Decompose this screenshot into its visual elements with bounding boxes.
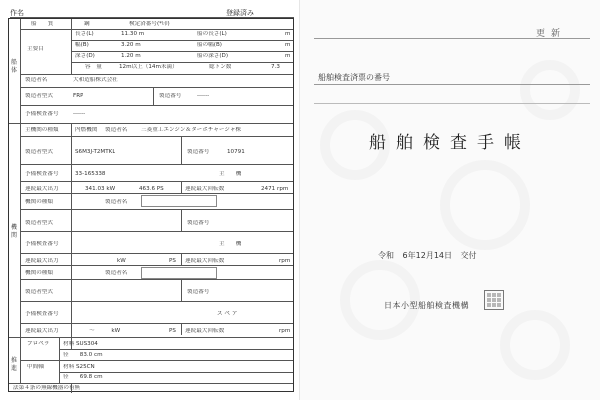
length-value: 11.30 m — [121, 31, 145, 37]
main-engine-label: 主機関の種類 — [25, 127, 59, 133]
hull-model-label: 製造者型式 — [25, 93, 53, 99]
column-divider — [71, 123, 72, 349]
breadth-label: 幅(B) — [75, 42, 89, 48]
row-divider — [20, 74, 293, 75]
hull-material-value: 鋼 — [84, 21, 90, 27]
issue-label: 交付 — [460, 251, 477, 260]
tonnage-value: 7.3 — [271, 64, 280, 70]
breadth2-label: 船の幅(B) — [197, 42, 222, 48]
cont-output-label: 連続最大出力 — [25, 186, 59, 192]
spare-model-label: 製造者型式 — [25, 289, 53, 295]
spare-role: ス ペ ア — [217, 311, 238, 317]
spare-inspection-label: 予備検査番号 — [25, 311, 59, 317]
row-divider — [20, 87, 293, 88]
issue-date — [378, 250, 483, 261]
capacity-label: 容 量 — [85, 64, 102, 70]
aux-kw-unit: kW — [117, 258, 126, 264]
right-page — [300, 0, 600, 400]
row-divider — [20, 105, 293, 106]
row-divider — [20, 209, 293, 210]
engine-model-value: S6M3J-T2MTKL — [75, 149, 116, 155]
cert-column-label: 検定済番号(*印) — [129, 21, 170, 27]
vessel-particulars-table — [8, 18, 294, 392]
row-divider — [20, 323, 293, 324]
hull-builder-label: 製造者名 — [25, 77, 48, 83]
engine-model-label: 製造者型式 — [25, 149, 53, 155]
section-divider-line — [9, 123, 293, 124]
booklet-title: 船舶検査手帳 — [369, 133, 531, 153]
row-divider — [59, 349, 293, 350]
spare-ps-unit: PS — [169, 328, 176, 334]
row-divider — [20, 164, 293, 165]
spare-maker-label: 製造者名 — [105, 270, 128, 276]
engine-maker-label: 製造者名 — [105, 127, 128, 133]
issue-era: 令和 — [378, 251, 394, 260]
breadth2-unit: m — [285, 42, 291, 48]
main-dimensions-label: 主要目 — [27, 46, 44, 52]
row-divider — [9, 383, 293, 384]
shaft-diameter: 径 69.8 cm — [63, 374, 103, 380]
aux-maker-box — [141, 195, 217, 207]
row-divider — [20, 279, 293, 280]
row-divider — [20, 193, 293, 194]
row-divider — [20, 253, 293, 254]
issuing-authority: 日本小型船舶検査機構 — [384, 301, 469, 310]
column-divider — [181, 279, 182, 301]
rpm-label: 連続最大回転数 — [185, 186, 225, 192]
section-divider-line — [9, 337, 293, 338]
spare-rpm-label: 連続最大回転数 — [185, 328, 225, 334]
hull-serial-value: ------ — [197, 93, 210, 99]
aux-inspection-label: 予備検査番号 — [25, 241, 59, 247]
column-divider — [181, 136, 182, 164]
depth-label: 深さ(D) — [75, 53, 95, 59]
shaft-material: 材料 S25CN — [63, 364, 95, 370]
row-divider — [71, 40, 293, 41]
section-divider — [20, 19, 21, 349]
registered-label: 登録済み — [226, 9, 254, 17]
engine-serial-value: 10791 — [227, 149, 245, 155]
column-divider — [181, 253, 182, 265]
cont-output-kw: 341.03 kW — [85, 186, 116, 192]
propeller-material: 材料 SUS304 — [63, 341, 98, 347]
hull-inspection-label: 予備検査番号 — [25, 111, 59, 117]
engine-inspection-label: 予備検査番号 — [25, 171, 59, 177]
engine-serial-label: 製造番号 — [187, 149, 210, 155]
depth2-unit: m — [285, 53, 291, 59]
column-divider — [153, 87, 154, 105]
hull-section-label: 船体 — [10, 59, 17, 74]
row-divider — [59, 372, 293, 373]
spare-maker-box — [141, 267, 217, 279]
spare-serial-label: 製造番号 — [187, 289, 210, 295]
row-divider — [20, 181, 293, 182]
background-pattern — [500, 310, 570, 380]
length2-unit: m — [285, 31, 291, 37]
aux-serial-label: 製造番号 — [187, 220, 210, 226]
depth-value: 1.20 m — [121, 53, 141, 59]
depth2-label: 船の深さ(D) — [197, 53, 229, 59]
tonnage-label: 総トン数 — [209, 64, 232, 70]
row-divider — [20, 29, 293, 30]
aux-role: 主 機 — [219, 241, 242, 247]
column-divider — [181, 209, 182, 231]
hull-model-value: FRP — [73, 93, 84, 99]
aux-model-label: 製造者型式 — [25, 220, 53, 226]
engine-maker-value: 三菱重工エンジン＆ターボチャージャ株 — [141, 127, 242, 133]
row-divider — [20, 231, 293, 232]
shaft-label: 中間軸 — [27, 364, 44, 370]
issue-date-value: 6年12月14日 — [402, 251, 452, 260]
aux-output-label: 連続最大出力 — [25, 258, 59, 264]
radio-equipment-label: 法第４条の無線機器の有無 — [13, 385, 81, 391]
row-divider — [20, 136, 293, 137]
background-pattern — [440, 160, 530, 250]
hull-material-label: 船 質 — [31, 21, 54, 27]
engine-role: 主 機 — [219, 171, 242, 177]
column-divider — [181, 323, 182, 335]
propeller-diameter: 径 83.0 cm — [63, 352, 103, 358]
rpm-value: 2471 rpm — [261, 186, 289, 192]
engine-section-label: 機関 — [10, 224, 17, 239]
main-engine-type: 内燃機関 — [75, 127, 98, 133]
breadth-value: 3.20 m — [121, 42, 141, 48]
official-seal-icon — [484, 290, 504, 310]
update-label: 更新 — [536, 29, 567, 39]
aux-engine-label: 機関の種類 — [25, 199, 53, 205]
row-divider — [71, 51, 293, 52]
column-divider — [71, 383, 72, 393]
propulsion-section-label: 推進 — [10, 357, 17, 372]
page-header — [8, 6, 294, 18]
row-divider — [20, 265, 293, 266]
capacity-value: 12m以上（14m未満） — [119, 64, 178, 70]
row-divider — [20, 301, 293, 302]
column-divider — [71, 19, 72, 74]
aux-maker-label: 製造者名 — [105, 199, 128, 205]
propeller-label: プロペラ — [27, 341, 50, 347]
spare-output-label: 連続最大出力 — [25, 328, 59, 334]
update-line — [314, 38, 590, 39]
cert-number-label: 船舶検査済票の番号 — [318, 73, 390, 82]
length2-label: 船の長さ(L) — [197, 31, 227, 37]
cert-number-line — [314, 103, 590, 104]
aux-rpm-label: 連続最大回転数 — [185, 258, 225, 264]
hull-serial-label: 製造番号 — [159, 93, 182, 99]
hull-inspection-value: ------ — [73, 111, 86, 117]
aux-rpm-unit: rpm — [279, 258, 291, 264]
spare-engine-label: 機関の種類 — [25, 270, 53, 276]
name-label: 作名 — [10, 9, 24, 17]
engine-inspection-value: 33-165338 — [75, 171, 106, 177]
length-label: 長さ(L) — [75, 31, 94, 37]
row-divider — [71, 62, 293, 63]
row-divider — [20, 360, 293, 361]
column-divider — [181, 181, 182, 193]
spare-kw: 〜 kW — [89, 328, 121, 334]
spare-rpm-unit: rpm — [279, 328, 291, 334]
cert-number-line — [314, 84, 590, 85]
background-pattern — [520, 60, 580, 120]
hull-builder-value: 大和造船株式会社 — [73, 77, 118, 83]
aux-ps-unit: PS — [169, 258, 176, 264]
cont-output-ps: 463.6 PS — [139, 186, 164, 192]
